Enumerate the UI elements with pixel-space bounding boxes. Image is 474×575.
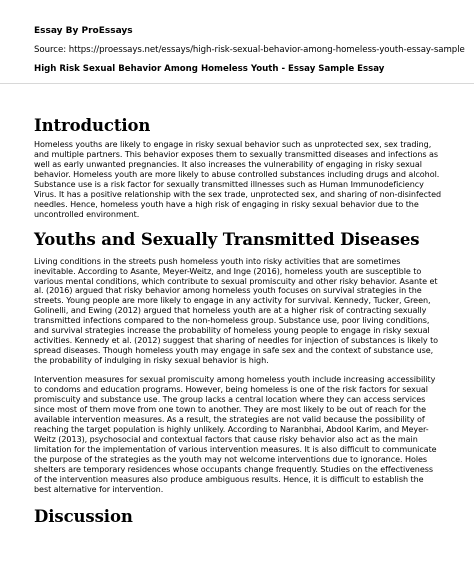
heading-youths-std: Youths and Sexually Transmitted Diseases [34,229,420,249]
essay-body [34,98,442,527]
youths-paragraph-2: Intervention measures for sexual promiscuity among homeless youth include increasing accessibility to condoms and education programs. However, being homeless is one of the risk factors for sexual promiscuity and substance use. The group lacks a central location where they can access services since most of them move from one town to another. They are most likely to be out of reach for the available intervention measures. As a result, the strategies are not valid because the possibility of reaching the target population is highly unlikely. According to Naranbhai, Abdool Karim, and Meyer-Weitz (2013), psychosocial and contextual factors that cause risky behavior also act as the main limitation for the implementation of various intervention measures. It is also difficult to communicate the purpose of the strategies as the youth may not welcome interventions due to ignorance. Holes shelters are temporary residences whose occupants change frequently. Studies on the effectiveness of the intervention measures also produce ambiguous results. Hence, it is difficult to establish the best alternative for intervention. [34,375,437,494]
bottom-fade [0,535,474,575]
essay-title: High Risk Sexual Behavior Among Homeless Youth - Essay Sample Essay [34,64,385,74]
document-header [0,0,474,84]
site-brand: Essay By ProEssays [34,26,133,36]
heading-introduction: Introduction [34,116,151,135]
heading-discussion: Discussion [34,506,133,526]
youths-paragraph-1: Living conditions in the streets push homeless youth into risky activities that are sometimes inevitable. According to Asante, Meyer-Weitz, and Inge (2016), homeless youth are susceptible to various mental conditions, which contribute to sexual promiscuity and other risky behavior. Asante et al. (2016) argued that risky behavior among homeless youth focuses on survival strategies in the streets. Young people are more likely to engage in any activity for survival. Kennedy, Tucker, Green, Golinelli, and Ewing (2012) argued that homeless youth are at a higher risk of contracting sexually transmitted infections compared to the non-homeless group. Substance use, poor living conditions, and survival strategies increase the probability of homeless young people to engage in risky sexual activities. Kennedy et al. (2012) suggest that sharing of needles for injection of substances is likely to spread diseases. Though homeless youth may engage in safe sex and the context of substance use, the probability of indulging in risky sexual behavior is high. [34,256,439,366]
introduction-paragraph: Homeless youths are likely to engage in risky sexual behavior such as unprotected sex, sex trading, and multiple partners. This behavior exposes them to sexually transmitted diseases and infections as well as early unwanted pregnancies. It also increases the vulnerability of engaging in risky sexual behavior. Homeless youth are more likely to abuse controlled substances including drugs and alcohol. Substance use is a risk factor for sexually transmitted illnesses such as Human Immunodeficiency Virus. It has a positive relationship with the sex trade, unprotected sex, and sharing of non-disinfected needles. Hence, homeless youth have a high risk of engaging in risky sexual behavior due to the uncontrolled environment. [34,140,442,219]
source-line: Source: https://proessays.net/essays/high-risk-sexual-behavior-among-homeless-youth-essay-sample [34,45,465,55]
